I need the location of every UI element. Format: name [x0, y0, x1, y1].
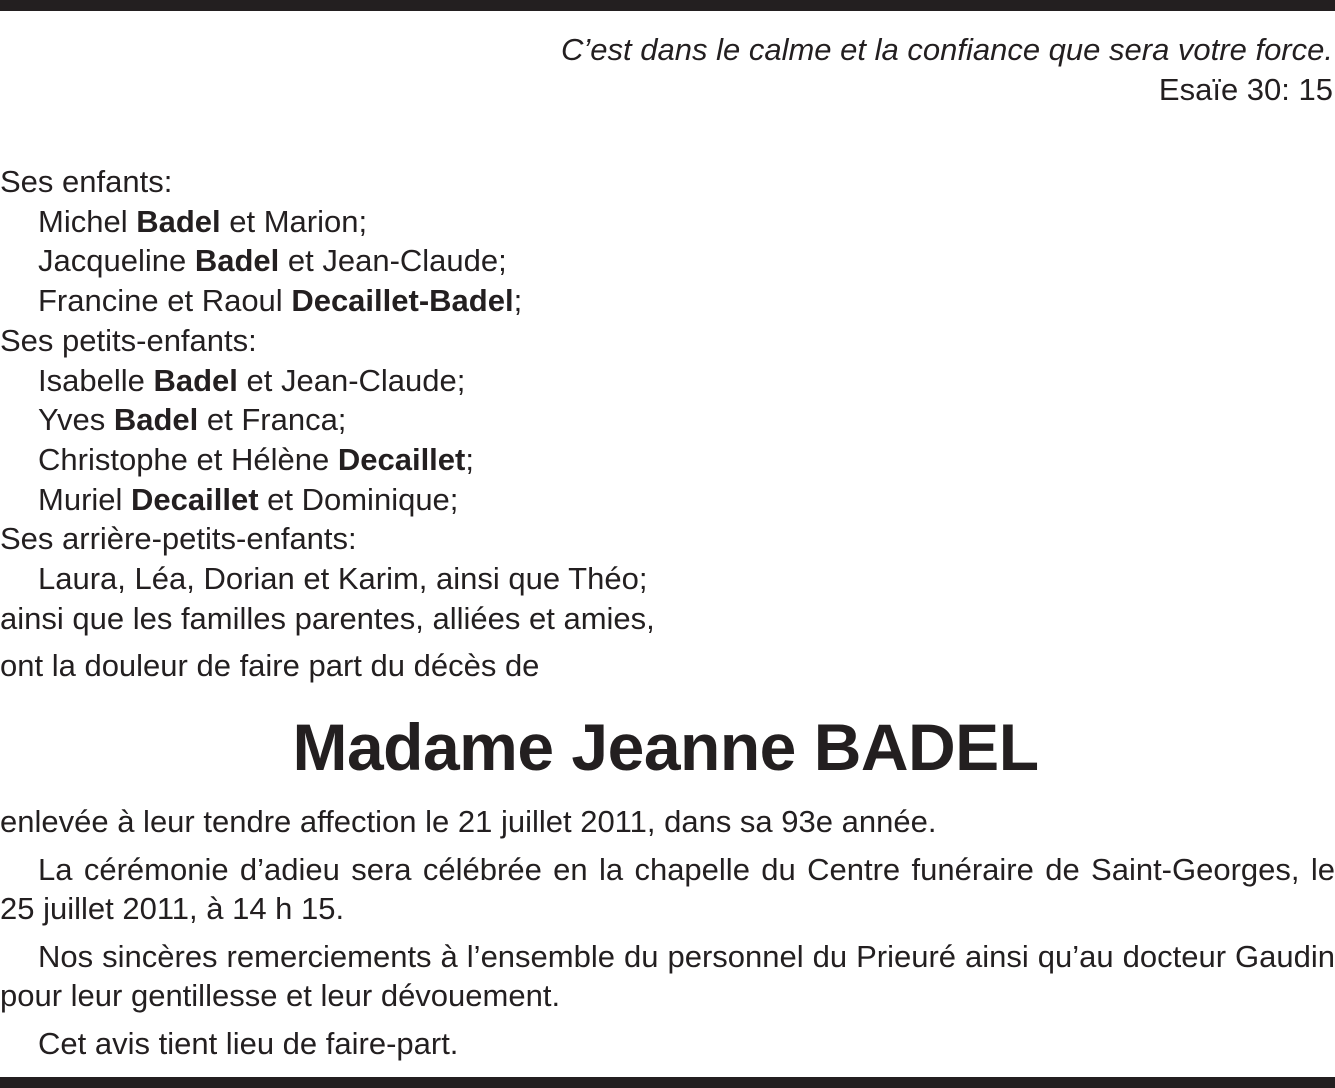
grandchild-entry [0, 480, 1335, 520]
child-partner: et Jean-Claude; [279, 243, 507, 279]
thanks-paragraph: Nos sincères remerciements à l’ensemble du personnel du Prieuré ainsi qu’au docteur Gaudin pour leur gentillesse et leur dévouement. [0, 939, 1335, 1014]
grandchildren-heading: Ses petits-enfants: [0, 322, 257, 358]
grandchild-entry [0, 361, 1335, 401]
grandchild-partner: et Jean-Claude; [237, 362, 466, 398]
top-border-rule [0, 0, 1335, 11]
grandchild-surname: Decaillet [131, 481, 259, 517]
grandchild-partner: et Dominique; [258, 481, 459, 517]
age-paragraph: enlevée à leur tendre affection le 21 juillet 2011, dans sa 93e année. [0, 804, 937, 840]
child-given-names: Francine et Raoul [38, 283, 292, 319]
grandchild-given-names: Muriel [38, 481, 132, 517]
grandchild-partner: et Franca; [198, 402, 347, 438]
grandchild-entry [0, 400, 1335, 440]
grandchild-entry [0, 440, 1335, 480]
child-surname: Decaillet-Badel [291, 283, 514, 319]
notice-body [0, 802, 1335, 1063]
epigraph-reference: Esaïe 30: 15 [1158, 72, 1333, 107]
child-entry [0, 241, 1335, 281]
grandchild-given-names: Yves [38, 402, 114, 438]
deceased-name: Madame Jeanne BADEL [292, 710, 1039, 785]
notice-paragraph: Cet avis tient lieu de faire-part. [38, 1026, 459, 1062]
child-given-names: Jacqueline [38, 243, 195, 279]
child-surname: Badel [136, 203, 221, 239]
great-grandchildren-names: Laura, Léa, Dorian et Karim, ainsi que Théo; [38, 561, 648, 597]
relatives-line: ainsi que les familles parentes, alliées et amies, [0, 600, 655, 636]
epigraph [0, 30, 1335, 110]
grandchild-surname: Decaillet [337, 441, 466, 477]
grandchild-surname: Badel [153, 362, 238, 398]
child-entry [0, 202, 1335, 242]
great-grandchildren-heading: Ses arrière-petits-enfants: [0, 521, 357, 557]
ceremony-paragraph: La cérémonie d’adieu sera célébrée en la chapelle du Centre funéraire de Saint-Georges, le 25 juillet 2011, à 14 h 15. [0, 852, 1335, 927]
child-partner: et Marion; [220, 203, 368, 239]
child-given-names: Michel [38, 203, 137, 239]
child-surname: Badel [194, 243, 280, 279]
obituary-notice [0, 30, 1335, 1072]
announcement-line: ont la douleur de faire part du décès de [0, 648, 540, 684]
grandchild-surname: Badel [113, 402, 199, 438]
family-list [0, 162, 1335, 638]
child-partner: ; [513, 283, 523, 319]
bottom-border-rule [0, 1077, 1335, 1088]
children-heading: Ses enfants: [0, 164, 173, 199]
epigraph-quote: C’est dans le calme et la confiance que sera votre force. [561, 32, 1333, 67]
child-entry [0, 281, 1335, 321]
grandchild-partner: ; [465, 441, 474, 477]
grandchild-given-names: Isabelle [38, 362, 154, 398]
grandchild-given-names: Christophe et Hélène [38, 441, 338, 477]
